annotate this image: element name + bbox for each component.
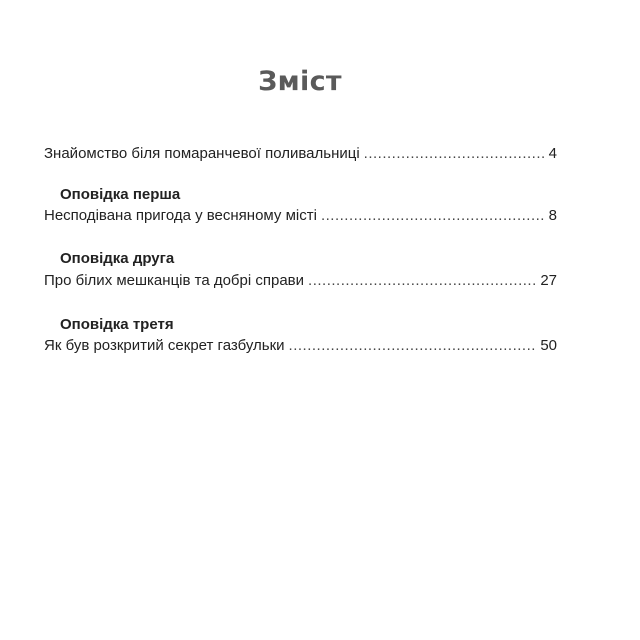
toc-entry-text: Про білих мешканців та добрі справи [44, 272, 305, 289]
toc-leader-dots [289, 337, 538, 355]
section-heading-3: Оповідка третя [60, 316, 174, 333]
toc-entry-2[interactable] [44, 272, 557, 290]
toc-entry-page: 4 [548, 145, 557, 162]
toc-entry-page: 50 [540, 337, 557, 354]
page-title: Зміст [258, 66, 342, 97]
toc-entry-text: Несподівана пригода у весняному місті [44, 207, 317, 224]
toc-leader-dots [308, 272, 537, 290]
toc-entry-text: Як був розкритий секрет газбульки [44, 337, 285, 354]
toc-entry-1[interactable] [44, 207, 557, 225]
section-heading-1: Оповідка перша [60, 186, 181, 203]
toc-entry-page: 27 [540, 272, 557, 289]
toc-entry-3[interactable] [44, 337, 557, 355]
toc-leader-dots [321, 207, 546, 225]
toc-leader-dots [364, 145, 546, 163]
toc-entry-page: 8 [548, 207, 557, 224]
toc-entry-intro[interactable] [44, 145, 557, 163]
toc-entry-text: Знайомство біля помаранчевої поливальниці [44, 145, 360, 162]
section-heading-2: Оповідка друга [60, 250, 175, 267]
